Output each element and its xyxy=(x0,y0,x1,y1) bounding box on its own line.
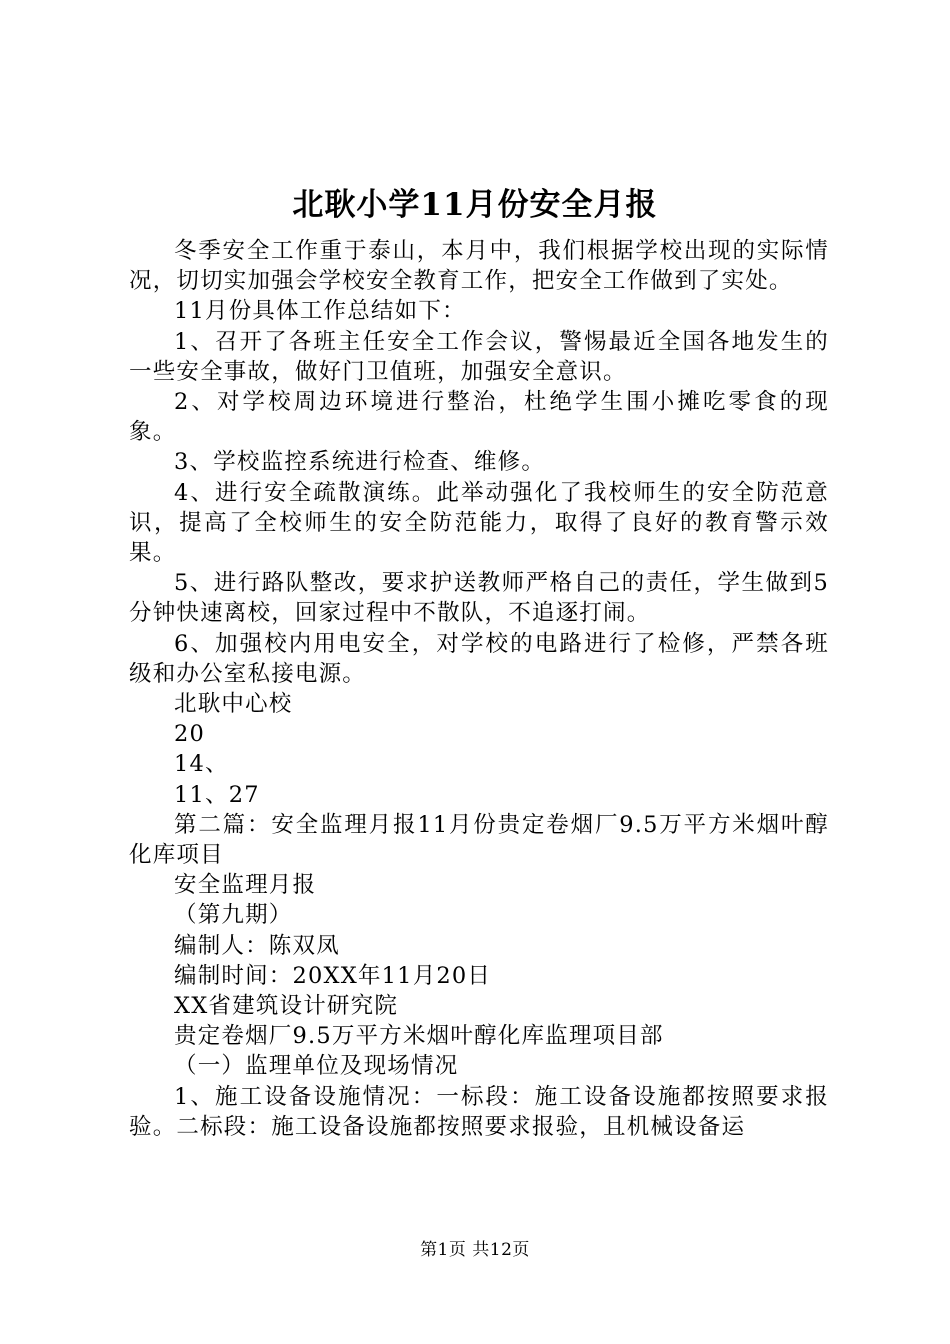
paragraph: 2、对学校周边环境进行整治，杜绝学生围小摊吃零食的现象。 xyxy=(129,389,829,446)
date-part: 20 xyxy=(174,721,206,748)
document-title: 北耿小学11月份安全月报 xyxy=(292,187,658,223)
paragraph: XX省建筑设计研究院 xyxy=(174,993,399,1020)
paragraph: 编制时间：20XX年11月20日 xyxy=(174,962,492,989)
paragraph: 5、进行路队整改，要求护送教师严格自己的责任，学生做到5分钟快速离校，回家过程中不散队，不追逐打闹。 xyxy=(129,570,829,627)
date-part: 11、27 xyxy=(174,781,260,808)
date-part: 14、 xyxy=(174,751,229,778)
document-body xyxy=(129,236,829,1142)
signature-school: 北耿中心校 xyxy=(174,691,293,718)
paragraph: 1、施工设备设施情况：一标段：施工设备设施都按照要求报验。二标段：施工设备设施都按照要求报验，且机械设备运 xyxy=(129,1083,829,1140)
paragraph: 1、召开了各班主任安全工作会议，警惕最近全国各地发生的一些安全事故，做好门卫值班，加强安全意识。 xyxy=(129,328,829,385)
paragraph: 4、进行安全疏散演练。此举动强化了我校师生的安全防范意识，提高了全校师生的安全防范能力，取得了良好的教育警示效果。 xyxy=(129,479,829,567)
paragraph: （一）监理单位及现场情况 xyxy=(174,1053,459,1080)
paragraph: （第九期） xyxy=(174,902,293,929)
paragraph: 安全监理月报 xyxy=(174,872,317,899)
page-footer: 第1页 共12页 xyxy=(420,1240,530,1260)
paragraph: 编制人：陈双凤 xyxy=(174,932,340,959)
section-heading: 第二篇：安全监理月报11月份贵定卷烟厂9.5万平方米烟叶醇化库项目 xyxy=(129,811,829,869)
paragraph: 贵定卷烟厂9.5万平方米烟叶醇化库监理项目部 xyxy=(174,1023,664,1050)
paragraph: 3、学校监控系统进行检查、维修。 xyxy=(174,449,546,476)
paragraph: 11月份具体工作总结如下： xyxy=(174,298,466,325)
paragraph: 冬季安全工作重于泰山，本月中，我们根据学校出现的实际情况，切切实加强会学校安全教育工作，把安全工作做到了实处。 xyxy=(129,238,829,295)
paragraph: 6、加强校内用电安全，对学校的电路进行了检修，严禁各班级和办公室私接电源。 xyxy=(129,630,829,687)
